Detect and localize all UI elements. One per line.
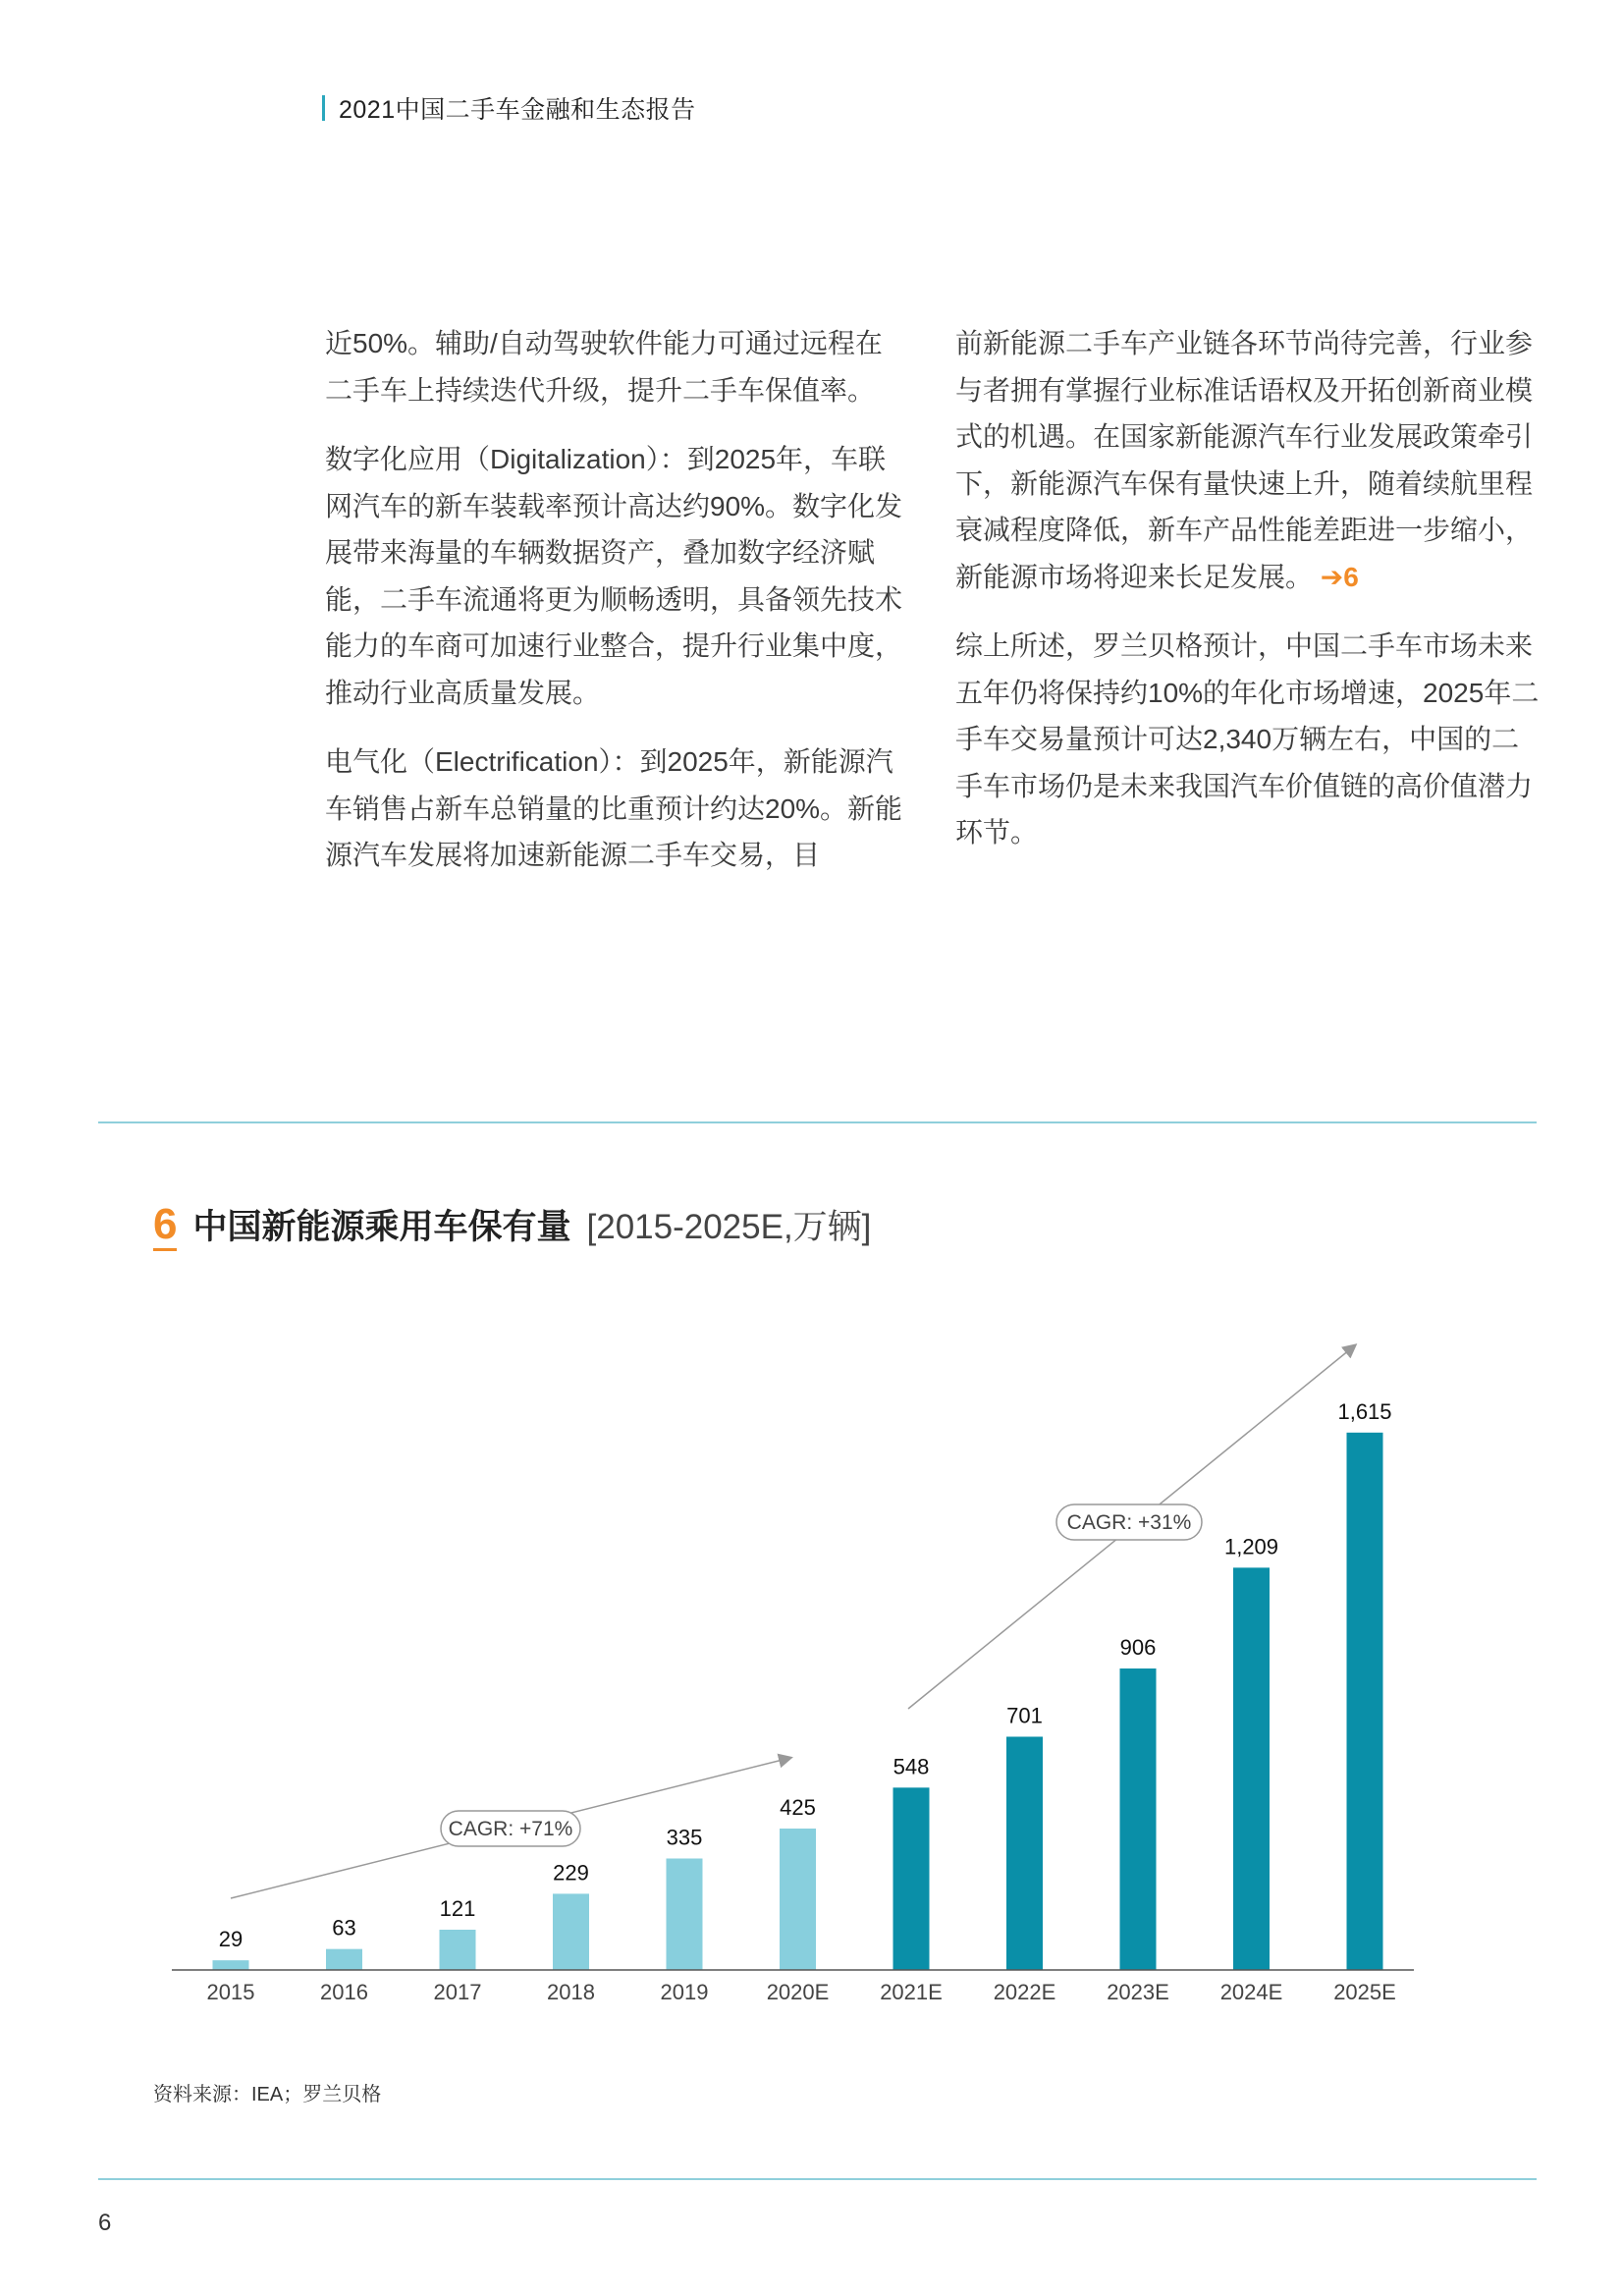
figure-subtitle: [2015-2025E,万辆] [586, 1208, 872, 1246]
bar [667, 1858, 703, 1970]
bar [1233, 1567, 1270, 1970]
figure-number: 6 [153, 1203, 177, 1251]
bar [780, 1829, 816, 1970]
bar [440, 1930, 476, 1970]
bar [213, 1960, 249, 1970]
page-number: 6 [98, 2210, 112, 2236]
paragraph: 电气化（Electrification）：到2025年，新能源汽车销售占新车总销量的比重预计约达20%。新能源汽车发展将加速新能源二手车交易，目 [325, 746, 903, 870]
bar-chart [147, 1306, 1424, 2023]
source-note: 资料来源：IEA；罗兰贝格 [153, 2084, 382, 2105]
bar-value-label: 229 [553, 1860, 589, 1886]
figure-main-title: 中国新能源乘用车保有量 [192, 1208, 571, 1246]
x-tick-label: 2017 [433, 1980, 482, 2004]
x-tick-label: 2019 [660, 1980, 709, 2004]
bar [893, 1787, 930, 1970]
bar [1347, 1433, 1383, 1970]
paragraph-text: 前新能源二手车产业链各环节尚待完善，行业参与者拥有掌握行业标准话语权及开拓创新商业模式的机遇。在国家新能源汽车行业发展政策牵引下，新能源汽车保有量快速上升，随着续航里程衰减程度降低，新车产品性能差距进一步缩小，新能源市场将迎来长足发展。 [955, 328, 1534, 592]
bar-value-label: 1,209 [1223, 1534, 1279, 1559]
cagr-label: CAGR: +31% [1066, 1511, 1192, 1534]
bar-value-label: 548 [893, 1754, 930, 1779]
figure-reference-link[interactable]: ➔6 [1320, 561, 1359, 592]
report-title: 2021中国二手车金融和生态报告 [339, 96, 696, 124]
cagr-label: CAGR: +71% [448, 1818, 573, 1840]
section-divider-bottom [98, 2178, 1537, 2180]
paragraph: 数字化应用（Digitalization）：到2025年，车联网汽车的新车装载率预计高达约90%。数字化发展带来海量的车辆数据资产，叠加数字经济赋能，二手车流通将更为顺畅透明，具备领先技术能力的车商可加速行业整合，提升行业集中度，推动行业高质量发展。 [325, 444, 903, 708]
bar-value-label: 121 [439, 1896, 476, 1922]
header-accent-bar [322, 95, 325, 121]
bar [1006, 1736, 1043, 1970]
x-tick-label: 2025E [1333, 1980, 1396, 2004]
x-tick-label: 2023E [1107, 1980, 1169, 2004]
bar-value-label: 1,615 [1337, 1398, 1392, 1424]
text-column-left [325, 320, 904, 902]
text-column-right [955, 320, 1540, 879]
bar [553, 1893, 589, 1970]
bar-value-label: 29 [218, 1927, 243, 1952]
section-divider-top [98, 1121, 1537, 1123]
x-tick-label: 2020E [766, 1980, 830, 2004]
x-tick-label: 2018 [547, 1980, 595, 2004]
bar-value-label: 701 [1006, 1703, 1043, 1728]
x-tick-label: 2015 [206, 1980, 255, 2004]
paragraph [955, 320, 1540, 600]
x-tick-label: 2021E [880, 1980, 943, 2004]
bar-value-label: 425 [780, 1795, 816, 1820]
x-tick-label: 2024E [1219, 1980, 1283, 2004]
bar-value-label: 335 [666, 1825, 703, 1850]
x-tick-label: 2016 [320, 1980, 368, 2004]
x-tick-label: 2022E [993, 1980, 1056, 2004]
bar [326, 1949, 362, 1970]
paragraph: 综上所述，罗兰贝格预计，中国二手车市场未来五年仍将保持约10%的年化市场增速，2025年二手车交易量预计可达2,340万辆左右，中国的二手车市场仍是未来我国汽车价值链的高价值潜力环节。 [955, 630, 1540, 847]
bar [1120, 1668, 1157, 1970]
bar-value-label: 63 [332, 1915, 356, 1941]
page-header [322, 90, 696, 126]
paragraph: 近50%。辅助/自动驾驶软件能力可通过远程在二手车上持续迭代升级，提升二手车保值率。 [325, 328, 883, 406]
bar-value-label: 906 [1119, 1635, 1157, 1661]
figure-title [153, 1200, 871, 1251]
